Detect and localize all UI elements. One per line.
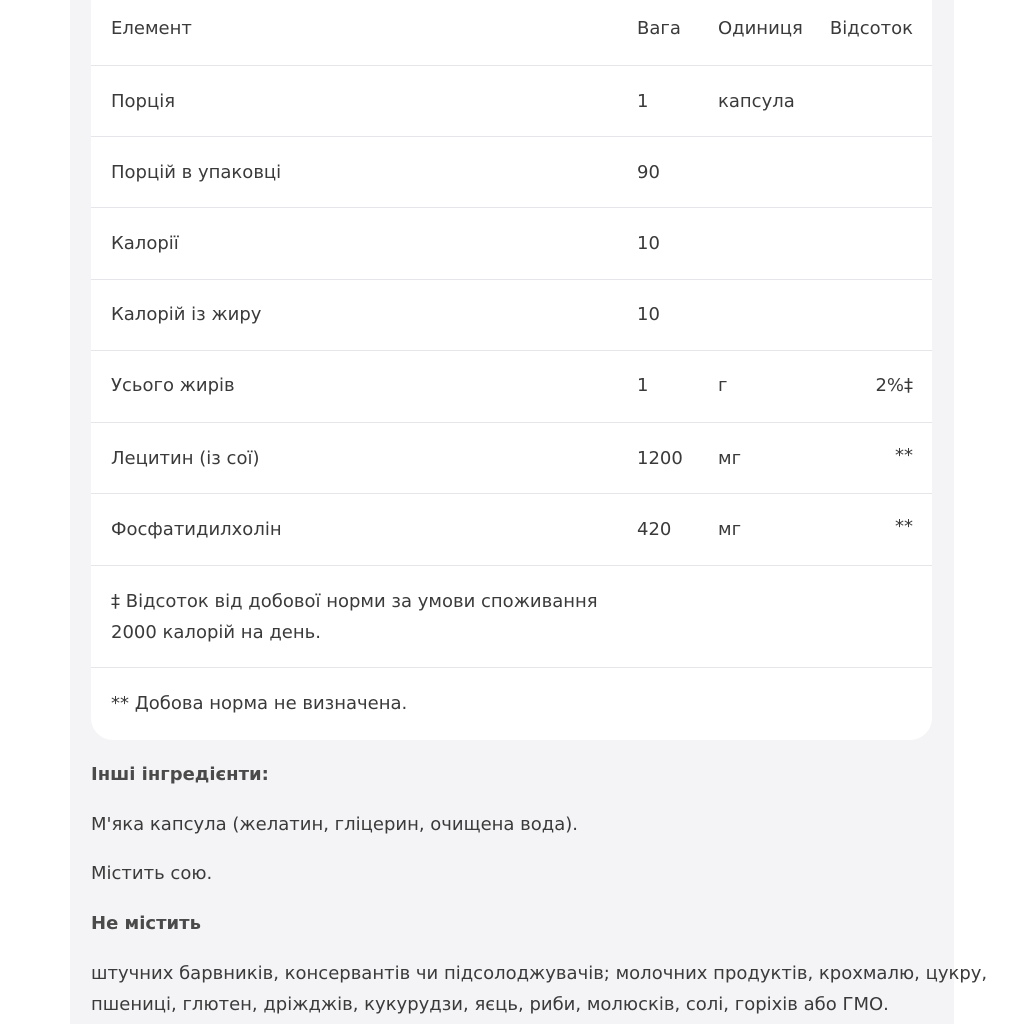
- row-element-name: Калорії: [111, 233, 179, 254]
- header-weight: Вага: [637, 18, 681, 39]
- table-row: [91, 494, 932, 566]
- row-unit: капсула: [718, 91, 795, 112]
- table-row: [91, 423, 932, 494]
- capsule-ingredients-text: М'яка капсула (желатин, гліцерин, очищена вода).: [91, 814, 579, 835]
- row-weight-value: 420: [637, 519, 672, 540]
- footnote-undefined-text: ** Добова норма не визначена.: [111, 693, 408, 714]
- row-weight-value: 1: [637, 375, 649, 396]
- row-element-name: Порцій в упаковці: [111, 162, 282, 183]
- row-weight-value: 90: [637, 162, 660, 183]
- row-unit: мг: [718, 448, 742, 469]
- table-footnote-undefined: [91, 668, 932, 740]
- row-weight-value: 1: [637, 91, 649, 112]
- free-from-line2: пшениці, глютен, дріжджів, кукурудзи, яєць, риби, молюсків, солі, горіхів або ГМО.: [91, 994, 889, 1015]
- table-row: [91, 280, 932, 351]
- free-from-heading: Не містить: [91, 913, 201, 934]
- other-ingredients-heading: Інші інгредієнти:: [91, 764, 269, 785]
- table-header-row: [91, 0, 932, 66]
- footnote-daily-value-line2: 2000 калорій на день.: [111, 622, 321, 643]
- header-unit: Одиниця: [718, 18, 803, 39]
- row-unit: мг: [718, 519, 742, 540]
- row-percent: **: [895, 445, 913, 466]
- table-row: [91, 208, 932, 280]
- table-footnote-daily-value: [91, 566, 932, 668]
- free-from-line1: штучних барвників, консервантів чи підсолоджувачів; молочних продуктів, крохмалю, цукру,: [91, 963, 988, 984]
- row-weight-value: 10: [637, 304, 660, 325]
- row-percent: **: [895, 516, 913, 537]
- table-row: [91, 351, 932, 423]
- table-row: [91, 66, 932, 137]
- row-element-name: Порція: [111, 91, 176, 112]
- row-unit: г: [718, 375, 728, 396]
- row-element-name: Усього жирів: [111, 375, 235, 396]
- header-element: Елемент: [111, 18, 192, 39]
- row-element-name: Лецитин (із сої): [111, 448, 260, 469]
- row-element-name: Калорій із жиру: [111, 304, 262, 325]
- row-percent: 2%‡: [875, 375, 913, 396]
- footnote-daily-value-line1: ‡ Відсоток від добової норми за умови споживання: [111, 591, 598, 612]
- nutrition-facts-table: [91, 0, 932, 740]
- row-weight-value: 10: [637, 233, 660, 254]
- contains-soy-text: Містить сою.: [91, 863, 213, 884]
- row-element-name: Фосфатидилхолін: [111, 519, 282, 540]
- header-percent: Відсоток: [829, 18, 913, 39]
- table-row: [91, 137, 932, 208]
- row-weight-value: 1200: [637, 448, 683, 469]
